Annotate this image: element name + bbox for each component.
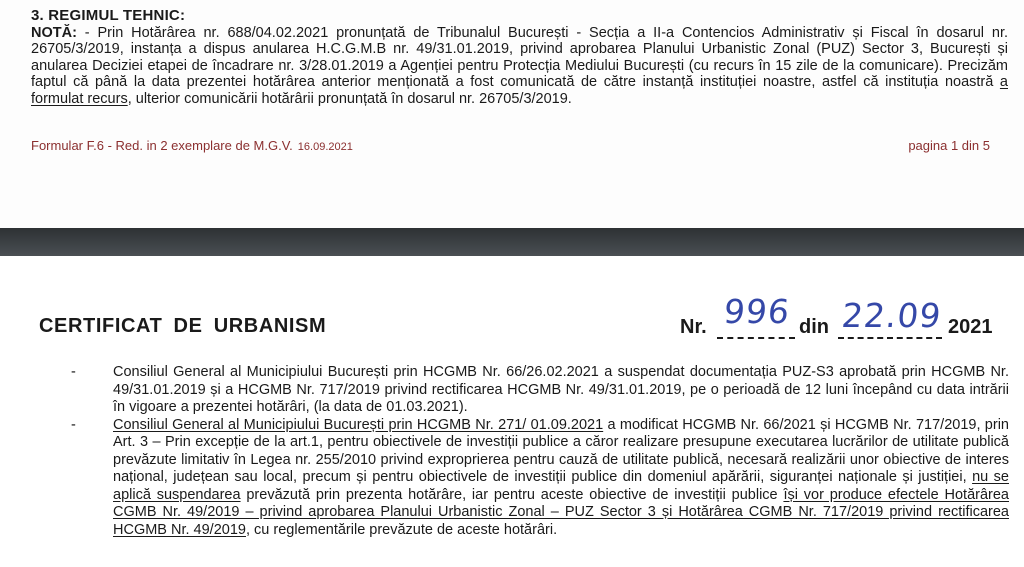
item-text-2: prevăzută prin prezenta hotărâre, iar pentru aceste obiective de investiții publice <box>240 486 784 503</box>
number-fill-line <box>717 337 795 339</box>
note-label: NOTĂ: <box>31 25 77 41</box>
underlined-text-3: își vor produce efectele Hotărârea CGMB Nr. 49/2019 – privind aprobarea Planului Urbanistic Zonal – PUZ Sector 3 și Hotărârea CGMB Nr. 717/2019 privind rectificarea HCGMB Nr. 49/2019 <box>113 486 1009 538</box>
footer-date: 16.09.2021 <box>297 141 353 153</box>
list-item <box>0 417 1024 540</box>
section-title-regim-tehnic: 3. REGIMUL TEHNIC: <box>31 7 186 24</box>
year-label: 2021 <box>948 316 993 338</box>
note-paragraph <box>31 25 1008 107</box>
note-text-part1: - Prin Hotărârea nr. 688/04.02.2021 pronunțată de Tribunalul București - Secția a II-a Contencios Administrativ și Fiscal în dosarul nr. 26705/3/2019, instanța a dispus anularea H.C.G.M.B nr. 49/31.01.2019, privind aprobarea Planului Urbanistic Zonal (PUZ) Sector 3, București și anularea Deciziei etapei de încadrare nr. 3/28.01.2019 a Agenției pentru Protecția Mediului București (cu recurs în 15 zile de la comunicare). Precizăm faptul că până la data prezentei hotărârea anterior menționată a fost comunicată de către instanță instituției noastre, astfel că instituția noastră <box>31 25 1008 91</box>
underlined-text-1: Consiliul General al Municipiului București prin HCGMB Nr. 271/ 01.09.2021 <box>113 416 604 433</box>
list-dash: - <box>71 364 76 380</box>
handwritten-date: 22.09 <box>839 296 944 335</box>
item-text-3: , cu reglementările prevăzute de aceste hotărâri. <box>245 521 558 538</box>
list-item-text: Consiliul General al Municipiului București prin HCGMB Nr. 66/26.02.2021 a suspendat documentația PUZ-S3 aprobată prin HCGMB Nr. 49/31.01.2019 și a HCGMB Nr. 717/2019 privind rectificarea HCGMB Nr. 49/31.01.2019, pe o perioadă de 12 luni începând cu data intrării în vigoare a prezentei hotărâri, (la data de 01.03.2021). <box>113 364 1009 415</box>
note-underlined-text: a formulat recurs <box>31 74 1008 107</box>
certificate-number-line <box>680 292 1010 342</box>
certificate-notes-list <box>0 364 1024 539</box>
page-footer-form <box>31 138 353 153</box>
handwritten-number: 996 <box>721 292 793 331</box>
certificate-page <box>0 256 1024 567</box>
nr-label: Nr. <box>680 316 707 338</box>
page-footer-number: pagina 1 din 5 <box>908 138 990 153</box>
din-label: din <box>799 316 829 338</box>
footer-form-label: Formular F.6 - Red. in 2 exemplare de M.G.V. <box>31 138 293 153</box>
list-dash: - <box>71 416 76 433</box>
date-fill-line <box>838 337 942 339</box>
underlined-text-2: nu se aplică suspendarea <box>113 469 1009 503</box>
item-text-1: a modificat HCGMB Nr. 66/2021 și HCGMB Nr. 717/2019, prin Art. 3 – Prin excepție de la art.1, pentru obiectivele de investiții publice a căror realizare presupune executarea lucrărilor de utilitate publică prevăzute limitativ în Legea nr. 255/2010 privind exproprierea pentru cauză de utilitate publică, necesară realizării unor obiective de interes național, județean sau local, precum și pentru obiectivele de investiții publice din domeniul apărării, siguranței naționale și justiției, <box>113 416 1009 485</box>
list-item <box>0 364 1024 417</box>
previous-page-fragment <box>0 0 1024 228</box>
list-item-text <box>113 417 1009 540</box>
note-text-part2: , ulterior comunicării hotărârii pronunțată în dosarul nr. 26705/3/2019. <box>127 90 572 107</box>
page-separator <box>0 228 1024 256</box>
certificate-title: CERTIFICAT DE URBANISM <box>39 315 327 337</box>
